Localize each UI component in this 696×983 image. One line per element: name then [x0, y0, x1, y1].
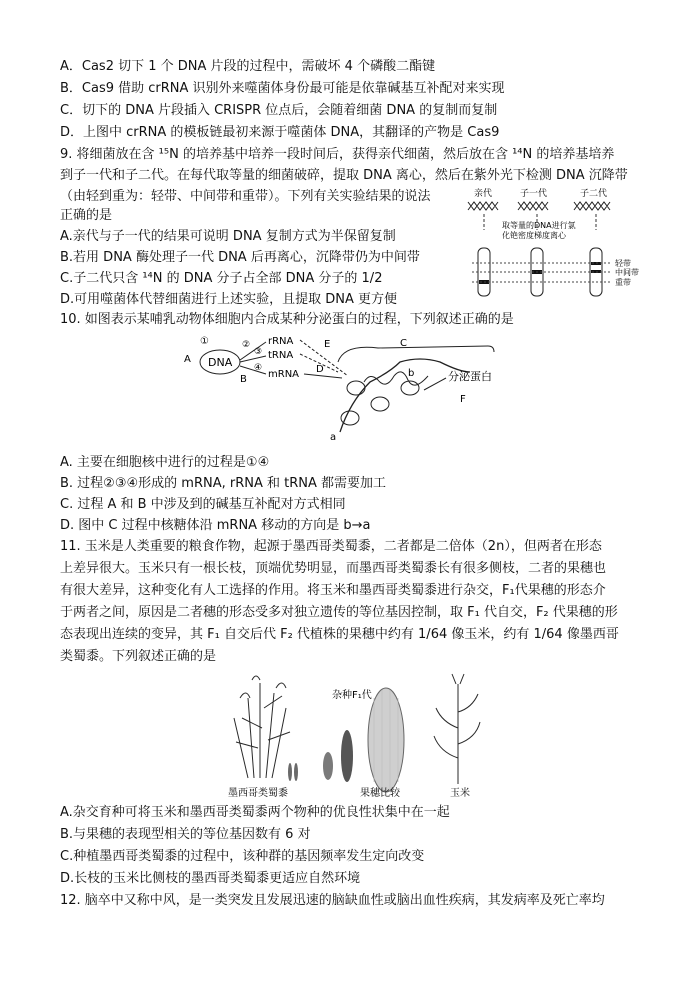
- q11-stem-line5: 态表现出连续的变异，其 F₁ 自交后代 F₂ 代植株的果穗中约有 1/64 像玉米，约有 1/64 像墨西哥: [60, 627, 619, 642]
- ribosome-3: [371, 397, 389, 411]
- label-A: A: [184, 354, 191, 365]
- q9-option-d: D.可用噬菌体代替细菌进行上述实验，且提取 DNA 更方便: [60, 292, 398, 307]
- q9-option-b: B.若用 DNA 酶处理子一代 DNA 后再离心，沉降带仍为中间带: [60, 250, 420, 265]
- q9-option-c: C.子二代只含 ¹⁴N 的 DNA 分子占全部 DNA 分子的 1/2: [60, 271, 383, 286]
- q11-stem-line3: 有很大差异，这种变化有人工选择的作用。将玉米和墨西哥类蜀黍进行杂交，F₁代果穗的形态介: [60, 583, 606, 598]
- label-heavy-band: 重带: [615, 278, 631, 287]
- label-step2: ②: [242, 340, 251, 350]
- q11-stem-line6: 类蜀黍。下列叙述正确的是: [60, 649, 217, 664]
- label-B: B: [240, 374, 247, 385]
- label-step3: ③: [254, 347, 263, 357]
- label-maize: 玉米: [450, 788, 470, 799]
- q11-option-a: A.杂交育种可将玉米和墨西哥类蜀黍两个物种的优良性状集中在一起: [60, 805, 450, 820]
- hybrid-ear-icon: [341, 730, 353, 782]
- q12-stem-line1: 12. 脑卒中又称中风，是一类突发且发展迅速的脑缺血性或脑出血性疾病，其发病率及死亡率均: [60, 893, 605, 908]
- label-step1: ①: [200, 336, 209, 347]
- dna-helix-icons: [468, 202, 610, 210]
- q9-stem-line3: （由轻到重为：轻带、中间带和重带）。下列有关实验结果的说法: [60, 189, 431, 204]
- label-middle-band: 中间带: [615, 268, 639, 277]
- label-step4: ④: [254, 363, 263, 373]
- label-trna: tRNA: [268, 350, 294, 361]
- q11-option-b: B.与果穗的表现型相关的等位基因数有 6 对: [60, 827, 311, 842]
- q9-stem-line2: 到子一代和子二代。在每代取等量的细菌破碎，提取 DNA 离心，然后在紫外光下检测 DNA 沉降带: [60, 168, 628, 183]
- protein-synthesis-figure: [178, 332, 518, 447]
- q11-stem-line4: 于两者之间，原因是二者穗的形态受多对独立遗传的等位基因控制，取 F₁ 代自交，F₂ 代果穗的形: [60, 605, 618, 620]
- label-mrna: mRNA: [268, 369, 300, 380]
- q11-option-d: D.长枝的玉米比侧枝的墨西哥类蜀黍更适应自然环境: [60, 871, 361, 886]
- q9-option-a: A.亲代与子一代的结果可说明 DNA 复制方式为半保留复制: [60, 229, 396, 244]
- label-light-band: 轻带: [615, 259, 631, 268]
- label-hybrid-f1: 杂种F₁代: [332, 690, 372, 701]
- q11-stem-line2: 上差异很大。玉米只有一根长枝，顶端优势明显，而墨西哥类蜀黍长有很多侧枝，二者的果穗也: [60, 561, 607, 576]
- q11-option-c: C.种植墨西哥类蜀黍的过程中，该种群的基因频率发生定向改变: [60, 849, 425, 864]
- label-C: C: [400, 338, 407, 349]
- ribosome-1: [341, 411, 359, 425]
- q9-stem-line1: 9. 将细菌放在含 ¹⁵N 的培养基中培养一段时间后，获得亲代细菌，然后放在含 ¹⁴N 的培养基培养: [60, 147, 615, 162]
- maize-teosinte-figure: [224, 668, 494, 800]
- label-F: F: [460, 394, 466, 405]
- q11-stem-line1: 11. 玉米是人类重要的粮食作物，起源于墨西哥类蜀黍，二者都是二倍体（2n），但两者在形态: [60, 539, 602, 554]
- q8-option-b: B．Cas9 借助 crRNA 识别外来噬菌体身份最可能是依靠碱基互补配对来实现: [60, 81, 505, 96]
- teosinte-ear-2: [294, 763, 298, 781]
- label-b: b: [408, 368, 415, 379]
- label-teosinte: 墨西哥类蜀黍: [228, 788, 288, 799]
- caption-line1: 取等量的DNA进行氯: [502, 221, 576, 230]
- label-E: E: [324, 339, 331, 350]
- label-gen2: 子二代: [580, 189, 608, 199]
- maize-ear-icon: [368, 688, 404, 792]
- label-dna: DNA: [208, 356, 233, 369]
- label-rrna: rRNA: [268, 336, 294, 347]
- q10-stem: 10. 如图表示某哺乳动物体细胞内合成某种分泌蛋白的过程，下列叙述正确的是: [60, 312, 514, 327]
- label-gen1: 子一代: [520, 189, 548, 199]
- dna-centrifugation-figure: [462, 186, 652, 304]
- teosinte-plant-icon: [234, 676, 290, 778]
- label-D: D: [316, 364, 324, 375]
- q8-option-a: A．Cas2 切下 1 个 DNA 片段的过程中，需破坏 4 个磷酸二酯键: [60, 59, 436, 74]
- q8-option-c: C．切下的 DNA 片段插入 CRISPR 位点后，会随着细菌 DNA 的复制而复制: [60, 103, 498, 118]
- teosinte-ear-1: [288, 763, 292, 781]
- caption-line2: 化铯密度梯度离心: [502, 231, 566, 240]
- q8-option-d: D．上图中 crRNA 的模板链最初来源于噬菌体 DNA，其翻译的产物是 Cas9: [60, 125, 500, 140]
- label-parent-gen: 亲代: [474, 189, 493, 199]
- q10-option-d: D. 图中 C 过程中核糖体沿 mRNA 移动的方向是 b→a: [60, 518, 371, 533]
- maize-plant-icon: [434, 674, 480, 784]
- q10-option-a: A. 主要在细胞核中进行的过程是①④: [60, 455, 270, 470]
- label-secreted-protein: 分泌蛋白: [448, 370, 492, 383]
- q10-option-c: C. 过程 A 和 B 中涉及到的碱基互补配对方式相同: [60, 497, 346, 512]
- arrow-f-line: [424, 378, 446, 390]
- label-a: a: [330, 432, 337, 443]
- polypeptide-chain: [364, 372, 428, 385]
- q10-option-b: B. 过程②③④形成的 mRNA, rRNA 和 tRNA 都需要加工: [60, 476, 386, 491]
- q9-stem-line4: 正确的是: [60, 208, 113, 223]
- teosinte-spike-icon: [323, 752, 333, 780]
- label-ear-comparison: 果穗比较: [360, 788, 400, 799]
- ribosome-2: [347, 381, 365, 395]
